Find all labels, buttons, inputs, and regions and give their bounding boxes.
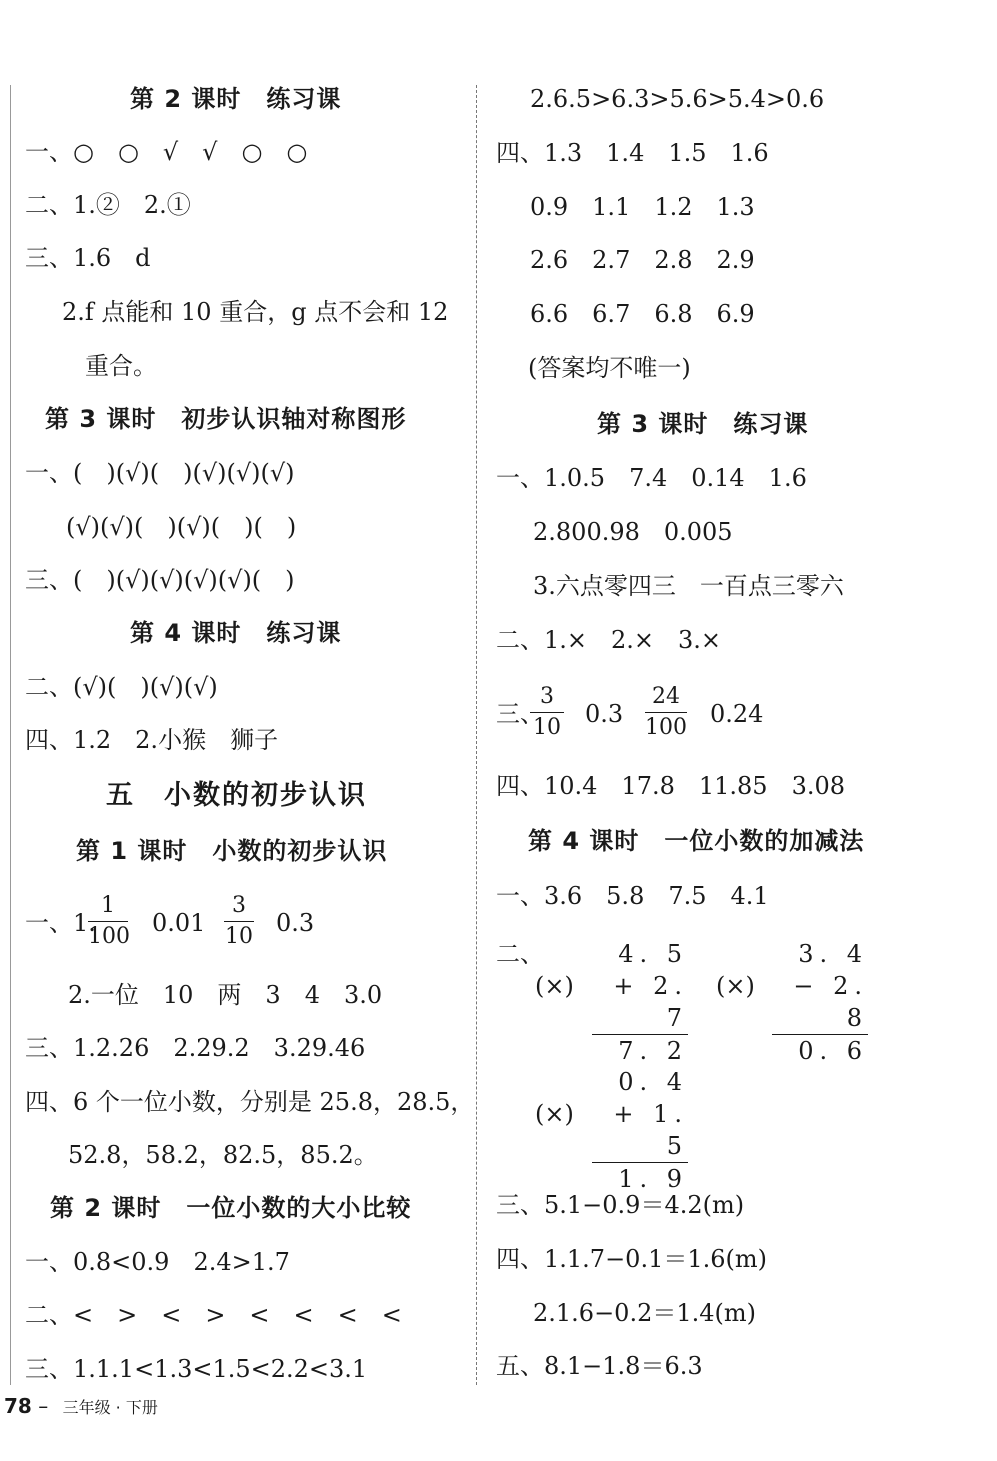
u1-answer-3: 三、1.2.26 2.29.2 3.29.46	[25, 1034, 366, 1062]
u1-answer-1-2: 2.一位 10 两 3 4 3.0	[68, 981, 383, 1009]
fraction-numerator: 3	[232, 893, 246, 918]
l3-answer-3: 三、( )(√)(√)(√)(√)( )	[25, 566, 295, 594]
lesson3-symmetry-title: 第 3 课时 初步认识轴对称图形	[45, 405, 407, 433]
r-answer-note: (答案均不唯一)	[528, 354, 691, 382]
u1-answer-1-end: 0.3	[276, 909, 315, 937]
calc3-mark: (×)	[535, 1100, 574, 1128]
fraction-3-10	[530, 684, 564, 741]
r-l3-answer-1-3: 3.六点零四三 一百点三零六	[533, 572, 844, 600]
lesson2-practice-title: 第 2 课时 练习课	[130, 85, 342, 113]
r-l4-answer-4-2: 2.1.6−0.2＝1.4(m)	[533, 1299, 756, 1327]
lesson4-practice-title: 第 4 课时 练习课	[130, 619, 342, 647]
fraction-3-10	[224, 893, 254, 950]
r-l4-answer-3: 三、5.1−0.9＝4.2(m)	[496, 1191, 745, 1219]
u1-answer-4a: 四、6 个一位小数，分别是 25.8，28.5，	[25, 1088, 475, 1116]
fraction-bar	[224, 921, 254, 922]
l3-answer-1a: 一、( )(√)( )(√)(√)(√)	[25, 459, 295, 487]
u2-answer-2: 二、< > < > < < < <	[25, 1301, 402, 1329]
fraction-bar	[88, 921, 128, 922]
u2-answer-1: 一、0.8<0.9 2.4>1.7	[25, 1248, 290, 1276]
r-l4-answer-5: 五、8.1−1.8＝6.3	[496, 1352, 703, 1380]
fraction-bar	[530, 712, 564, 713]
calc1-mark: (×)	[535, 972, 574, 1000]
r-l3-answer-3-value: 0.3	[585, 700, 624, 728]
unit5-lesson2-title: 第 2 课时 一位小数的大小比较	[50, 1194, 412, 1222]
vertical-calc-2	[772, 938, 868, 1067]
vertical-calc-1	[592, 938, 688, 1067]
calc-result: 7. 2	[592, 1034, 688, 1067]
calc-operation-row: + 2. 7	[613, 972, 688, 1032]
r-l4-answer-2-label: 二、	[496, 940, 544, 968]
l2-answer-3: 三、1.6 d	[25, 244, 151, 272]
l2-answer-2: 二、1.② 2.①	[25, 191, 191, 219]
u1-answer-1-prefix: 一、1.	[25, 909, 96, 937]
calc2-mark: (×)	[716, 972, 755, 1000]
calc-operation-row: − 2. 8	[793, 972, 868, 1032]
u1-answer-1-value: 0.01	[152, 909, 206, 937]
page-number: 78	[4, 1394, 32, 1418]
r-l3-answer-2: 二、1.× 2.× 3.×	[496, 626, 722, 654]
fraction-numerator: 1	[101, 893, 115, 918]
r-l3-answer-1-1: 一、1.0.5 7.4 0.14 1.6	[496, 464, 807, 492]
fraction-bar	[645, 712, 687, 713]
unit5-title: 五 小数的初步认识	[106, 780, 367, 811]
left-margin-rule	[10, 85, 11, 1385]
u2-answer-3-1: 三、1.1.1<1.3<1.5<2.2<3.1	[25, 1355, 368, 1383]
l2-answer-1: 一、○ ○ √ √ ○ ○	[25, 138, 308, 166]
l3-answer-1b: (√)(√)( )(√)( )( )	[66, 513, 297, 541]
unit5-lesson1-title: 第 1 课时 小数的初步认识	[76, 837, 388, 865]
calc-top-number: 0. 4	[618, 1068, 688, 1096]
footer-dash: –	[38, 1394, 49, 1418]
l4-answer-2: 二、(√)( )(√)(√)	[25, 673, 218, 701]
r-lesson4-addsub-title: 第 4 课时 一位小数的加减法	[528, 827, 865, 855]
column-divider	[476, 85, 477, 1385]
r-l3-answer-1-2: 2.800.98 0.005	[533, 518, 733, 546]
calc-result: 0. 6	[772, 1034, 868, 1067]
vertical-calc-3	[592, 1066, 688, 1195]
r-l3-answer-4: 四、10.4 17.8 11.85 3.08	[496, 772, 846, 800]
r-l4-answer-4-1: 四、1.1.7−0.1＝1.6(m)	[496, 1245, 767, 1273]
footer-grade-label: 三年级 · 下册	[62, 1398, 158, 1417]
fraction-denominator: 100	[88, 924, 130, 949]
r-answer-4-row1: 四、1.3 1.4 1.5 1.6	[496, 139, 769, 167]
l4-answer-4: 四、1.2 2.小猴 狮子	[25, 726, 279, 754]
fraction-1-100	[88, 893, 128, 950]
fraction-numerator: 3	[540, 684, 554, 709]
r-answer-4-row4: 6.6 6.7 6.8 6.9	[530, 300, 755, 328]
fraction-denominator: 10	[225, 924, 253, 949]
calc-operation-row: + 1. 5	[613, 1100, 688, 1160]
r-l3-answer-3-end: 0.24	[710, 700, 764, 728]
calc-top-number: 4. 5	[618, 940, 688, 968]
l2-answer-3-2-cont: 重合。	[85, 352, 157, 380]
fraction-denominator: 100	[645, 715, 687, 740]
r-l4-answer-1: 一、3.6 5.8 7.5 4.1	[496, 882, 769, 910]
page-footer	[4, 1394, 158, 1420]
r-lesson3-practice-title: 第 3 课时 练习课	[597, 410, 809, 438]
calc-top-number: 3. 4	[798, 940, 868, 968]
calc-result: 1. 9	[592, 1162, 688, 1195]
r-answer-3-2: 2.6.5>6.3>5.6>5.4>0.6	[530, 85, 825, 113]
l2-answer-3-2: 2.f 点能和 10 重合，g 点不会和 12	[62, 298, 449, 326]
r-answer-4-row3: 2.6 2.7 2.8 2.9	[530, 246, 755, 274]
r-answer-4-row2: 0.9 1.1 1.2 1.3	[530, 193, 755, 221]
r-l3-answer-3-prefix: 三、	[496, 700, 544, 728]
fraction-denominator: 10	[533, 715, 561, 740]
fraction-numerator: 24	[652, 684, 680, 709]
fraction-24-100	[645, 684, 687, 741]
u1-answer-4b: 52.8，58.2，82.5，85.2。	[68, 1141, 378, 1169]
